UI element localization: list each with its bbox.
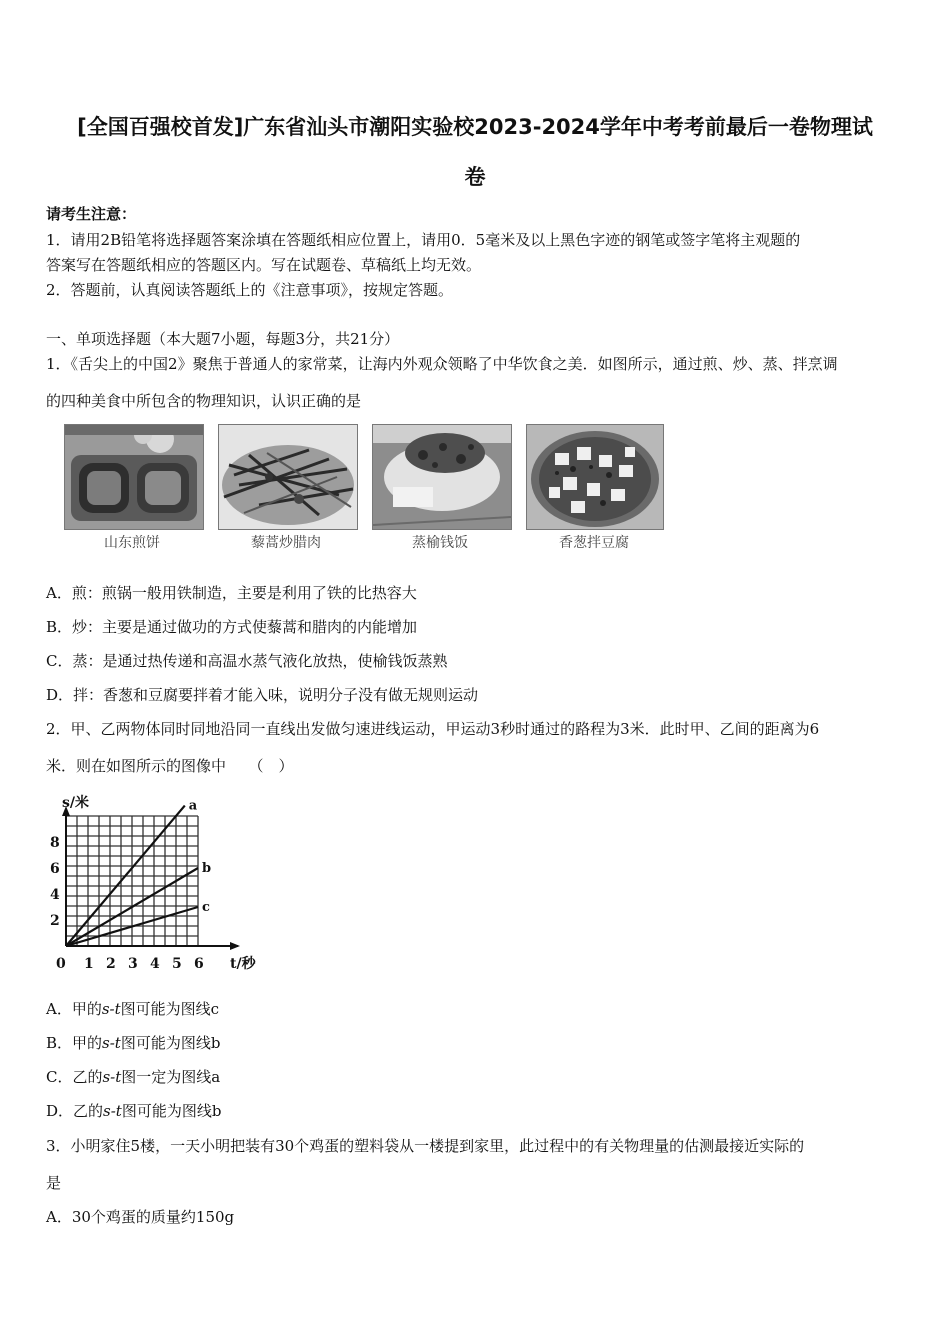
q2-option-c-suffix: 图一定为图线a <box>121 1068 221 1086</box>
document-title <box>40 102 910 202</box>
q2-option-a-suffix: 图可能为图线c <box>120 1000 220 1018</box>
q3-stem-line-b: 是 <box>46 1174 62 1192</box>
title-line-2: 卷 <box>464 165 486 189</box>
q2-option-a-prefix: A．甲的 <box>46 1000 102 1018</box>
q1-stem-line-a: 1．《舌尖上的中国2》聚焦于普通人的家常菜，让海内外观众领略了中华饮食之美．如图所示，通过煎、炒、蒸、拌烹调 <box>46 355 838 373</box>
q1-option-d: D．拌：香葱和豆腐要拌着才能入味，说明分子没有做无规则运动 <box>46 686 479 704</box>
q2-option-c <box>46 1066 220 1087</box>
x-axis-label: t/秒 <box>230 956 256 972</box>
notice-heading: 请考生注意： <box>46 205 137 223</box>
q2-option-d <box>46 1100 221 1121</box>
photo-stirfry <box>218 424 358 530</box>
y-tick-label: 4 <box>50 887 60 903</box>
title-line-1: [全国百强校首发]广东省汕头市潮阳实验校2023-2024学年中考考前最后一卷物理试 <box>77 115 873 139</box>
series-label-b: b <box>202 861 212 876</box>
caption-stirfry: 藜蒿炒腊肉 <box>251 535 321 551</box>
caption-tofu: 香葱拌豆腐 <box>559 535 629 551</box>
q1-option-a: A．煎：煎锅一般用铁制造，主要是利用了铁的比热容大 <box>46 584 417 602</box>
x-axis-arrow-icon <box>230 942 240 950</box>
st-graph <box>44 790 264 980</box>
q2-option-d-suffix: 图可能为图线b <box>121 1102 222 1120</box>
q2-option-d-st: s-t <box>103 1102 122 1120</box>
x-tick-label: 2 <box>106 956 116 972</box>
q1-option-b: B．炒：主要是通过做功的方式使藜蒿和腊肉的内能增加 <box>46 618 418 636</box>
photo-tofu <box>526 424 664 530</box>
section-heading: 一、单项选择题（本大题7小题，每题3分，共21分） <box>46 330 400 348</box>
q3-stem-line-a: 3．小明家住5楼，一天小明把装有30个鸡蛋的塑料袋从一楼提到家里，此过程中的有关物理量的估测最接近实际的 <box>46 1137 805 1155</box>
y-axis-label: s/米 <box>62 795 89 811</box>
y-tick-label: 8 <box>50 835 60 851</box>
x-tick-label: 1 <box>84 956 94 972</box>
q2-option-c-prefix: C．乙的 <box>46 1068 103 1086</box>
y-tick-label: 2 <box>50 913 60 929</box>
series-label-a: a <box>188 798 198 814</box>
x-tick-label: 5 <box>172 956 182 972</box>
q2-option-b-prefix: B．甲的 <box>46 1034 103 1052</box>
y-tick-label: 6 <box>50 861 60 877</box>
q2-option-b-st: s-t <box>102 1034 121 1052</box>
q1-option-c: C．蒸：是通过热传递和高温水蒸气液化放热，使榆钱饭蒸熟 <box>46 652 448 670</box>
caption-jianbing: 山东煎饼 <box>104 535 160 551</box>
photo-steamed-rice <box>372 424 512 530</box>
q2-stem-line-a: 2．甲、乙两物体同时同地沿同一直线出发做匀速进线运动，甲运动3秒时通过的路程为3米．此时甲、乙间的距离为6 <box>46 720 820 738</box>
x-tick-label: 4 <box>150 956 160 972</box>
q2-stem-line-b: 米．则在如图所示的图像中 （ ） <box>46 757 294 775</box>
q2-option-a-st: s-t <box>101 1000 121 1018</box>
notice-1-line-a: 1．请用2B铅笔将选择题答案涂填在答题纸相应位置上，请用0．5毫米及以上黑色字迹的钢笔或签字笔将主观题的 <box>46 231 801 249</box>
x-tick-label: 0 <box>56 956 66 972</box>
notice-1-line-b: 答案写在答题纸相应的答题区内。写在试题卷、草稿纸上均无效。 <box>46 256 482 274</box>
q1-food-photos <box>64 424 664 559</box>
x-tick-label: 6 <box>194 956 204 972</box>
x-tick-label: 3 <box>128 956 138 972</box>
q3-option-a: A．30个鸡蛋的质量约150g <box>46 1208 235 1226</box>
q1-stem-line-b: 的四种美食中所包含的物理知识，认识正确的是 <box>46 392 362 410</box>
series-label-c: c <box>202 900 210 915</box>
q2-option-b <box>46 1032 220 1053</box>
q2-option-d-prefix: D．乙的 <box>46 1102 104 1120</box>
caption-steamed-rice: 蒸榆钱饭 <box>412 535 468 551</box>
photo-jianbing <box>64 424 204 530</box>
notice-2: 2．答题前，认真阅读答题纸上的《注意事项》，按规定答题。 <box>46 281 454 299</box>
q2-option-b-suffix: 图可能为图线b <box>120 1034 221 1052</box>
q2-option-c-st: s-t <box>102 1068 122 1086</box>
q2-option-a <box>46 998 219 1019</box>
